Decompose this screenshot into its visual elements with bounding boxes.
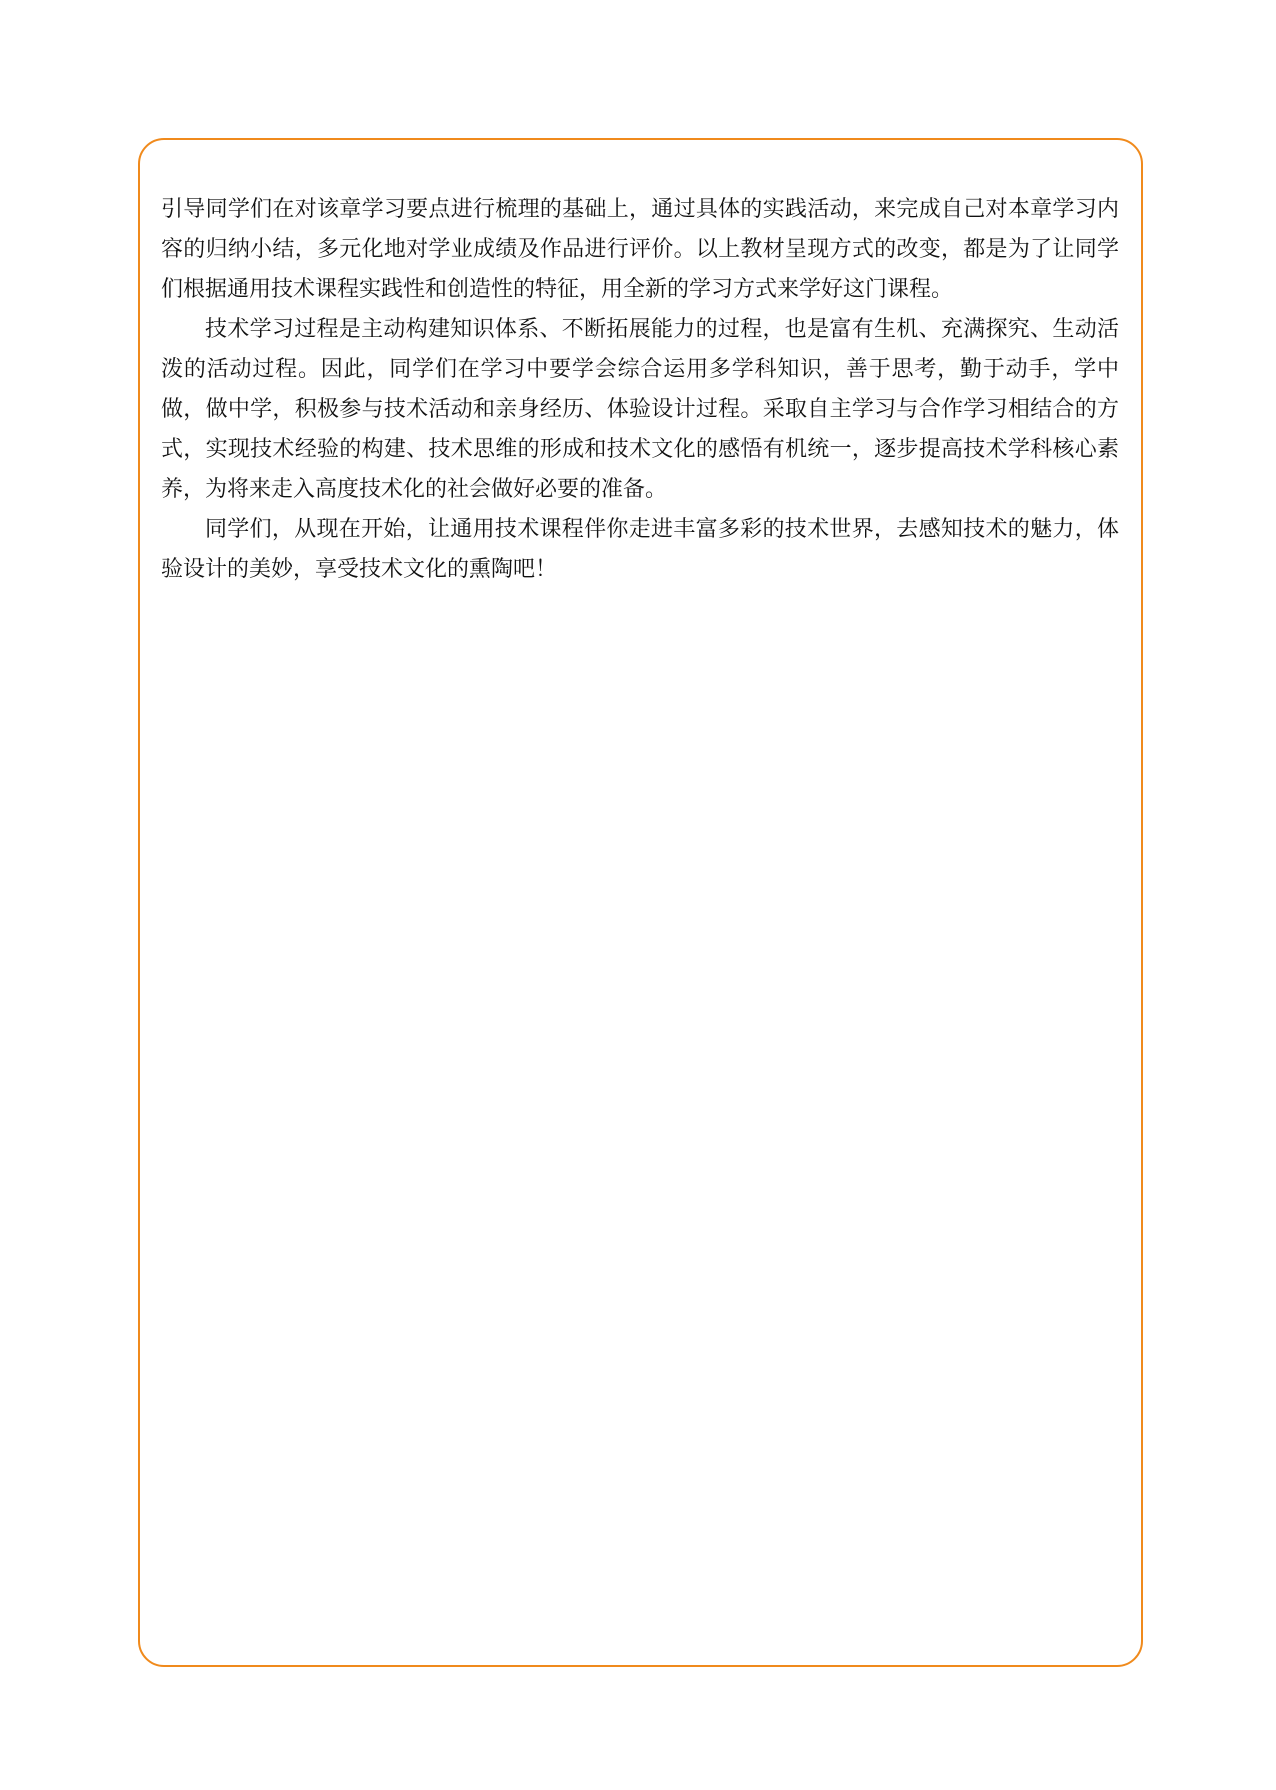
- paragraph-1: 引导同学们在对该章学习要点进行梳理的基础上，通过具体的实践活动，来完成自己对本章学习内容的归纳小结，多元化地对学业成绩及作品进行评价。以上教材呈现方式的改变，都是为了让同学们根据通用技术课程实践性和创造性的特征，用全新的学习方式来学好这门课程。: [161, 197, 1119, 302]
- paragraph-3: 同学们，从现在开始，让通用技术课程伴你走进丰富多彩的技术世界，去感知技术的魅力，体验设计的美妙，享受技术文化的熏陶吧！: [161, 517, 1119, 582]
- paragraph-2: 技术学习过程是主动构建知识体系、不断拓展能力的过程，也是富有生机、充满探究、生动活泼的活动过程。因此，同学们在学习中要学会综合运用多学科知识，善于思考，勤于动手，学中做，做中学，积极参与技术活动和亲身经历、体验设计过程。采取自主学习与合作学习相结合的方式，实现技术经验的构建、技术思维的形成和技术文化的感悟有机统一，逐步提高技术学科核心素养，为将来走入高度技术化的社会做好必要的准备。: [161, 317, 1119, 502]
- body-text: [161, 190, 1119, 590]
